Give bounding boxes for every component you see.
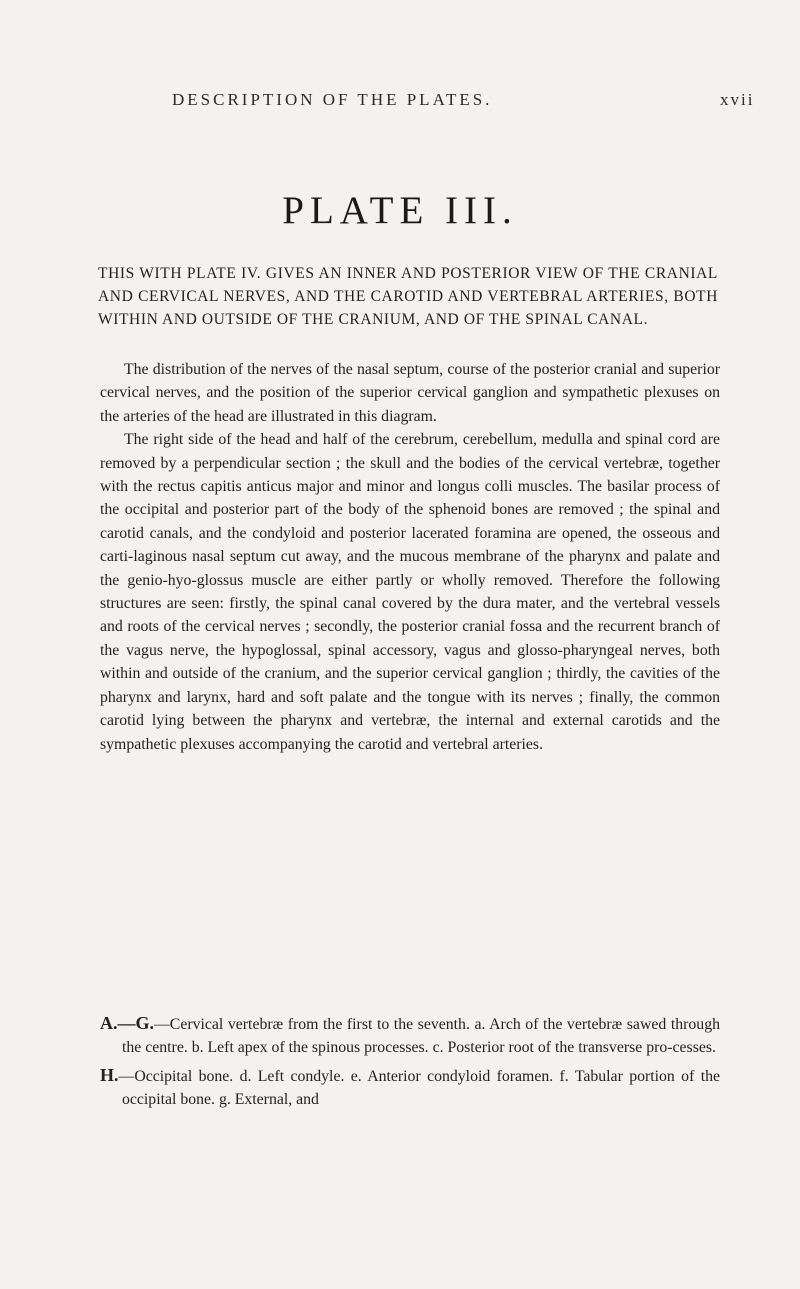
paragraph: The distribution of the nerves of the nasal septum, course of the posterior cranial and superior cervical nerves, and the position of the superior cervical ganglion and sympathetic plexuses on the arteries of the head are illustrated in this diagram. xyxy=(100,361,720,425)
plate-subtitle: THIS WITH PLATE IV. GIVES AN INNER AND POSTERIOR VIEW OF THE CRANIAL AND CERVICAL NERVES, AND THE CAROTID AND VERTEBRAL ARTERIES, BOTH WITHIN AND OUTSIDE OF THE CRANIUM, AND OF THE SPINAL CANAL. xyxy=(98,265,718,328)
legend xyxy=(100,1012,720,1116)
legend-item xyxy=(100,1064,720,1112)
legend-key: H. xyxy=(100,1064,119,1085)
legend-key: A.—G. xyxy=(100,1013,154,1033)
legend-text: —Occipital bone. d. Left condyle. e. Anterior condyloid foramen. f. Tabular portion of the occipital bone. g. External, and xyxy=(118,1067,720,1109)
page-number: xvii xyxy=(720,90,755,109)
legend-item xyxy=(100,1012,720,1060)
running-head xyxy=(0,90,800,120)
running-title: DESCRIPTION OF THE PLATES. xyxy=(172,90,493,109)
legend-text: —Cervical vertebræ from the first to the seventh. a. Arch of the vertebræ sawed through the centre. b. Left apex of the spinous processes. c. Posterior root of the transverse pro-cesses. xyxy=(122,1016,720,1057)
plate-title: PLATE III. xyxy=(282,189,518,232)
paragraph: The right side of the head and half of the cerebrum, cerebellum, medulla and spinal cord are removed by a perpendicular section ; the skull and the bodies of the cervical vertebræ, together with the rectus capitis anticus major and minor and longus colli muscles. The basilar process of the occipital and posterior part of the body of the sphenoid bones are removed ; the spinal and carotid canals, and the condyloid and posterior lacerated foramina are opened, the osseous and carti-laginous nasal septum cut away, and the mucous membrane of the pharynx and palate and the genio-hyo-glossus muscle are either partly or wholly removed. Therefore the following structures are seen: firstly, the spinal canal covered by the dura mater, and the vertebral vessels and roots of the cervical nerves ; secondly, the posterior cranial fossa and the recurrent branch of the vagus nerve, the hypoglossal, spinal accessory, vagus and glosso-pharyngeal nerves, both within and outside of the cranium, and the superior cervical ganglion ; thirdly, the cavities of the pharynx and larynx, hard and soft palate and the tongue with its nerves ; finally, the common carotid lying between the pharynx and vertebræ, the internal and external carotids and the sympathetic plexuses accompanying the carotid and vertebral arteries. xyxy=(100,431,720,753)
body-text xyxy=(100,358,720,756)
